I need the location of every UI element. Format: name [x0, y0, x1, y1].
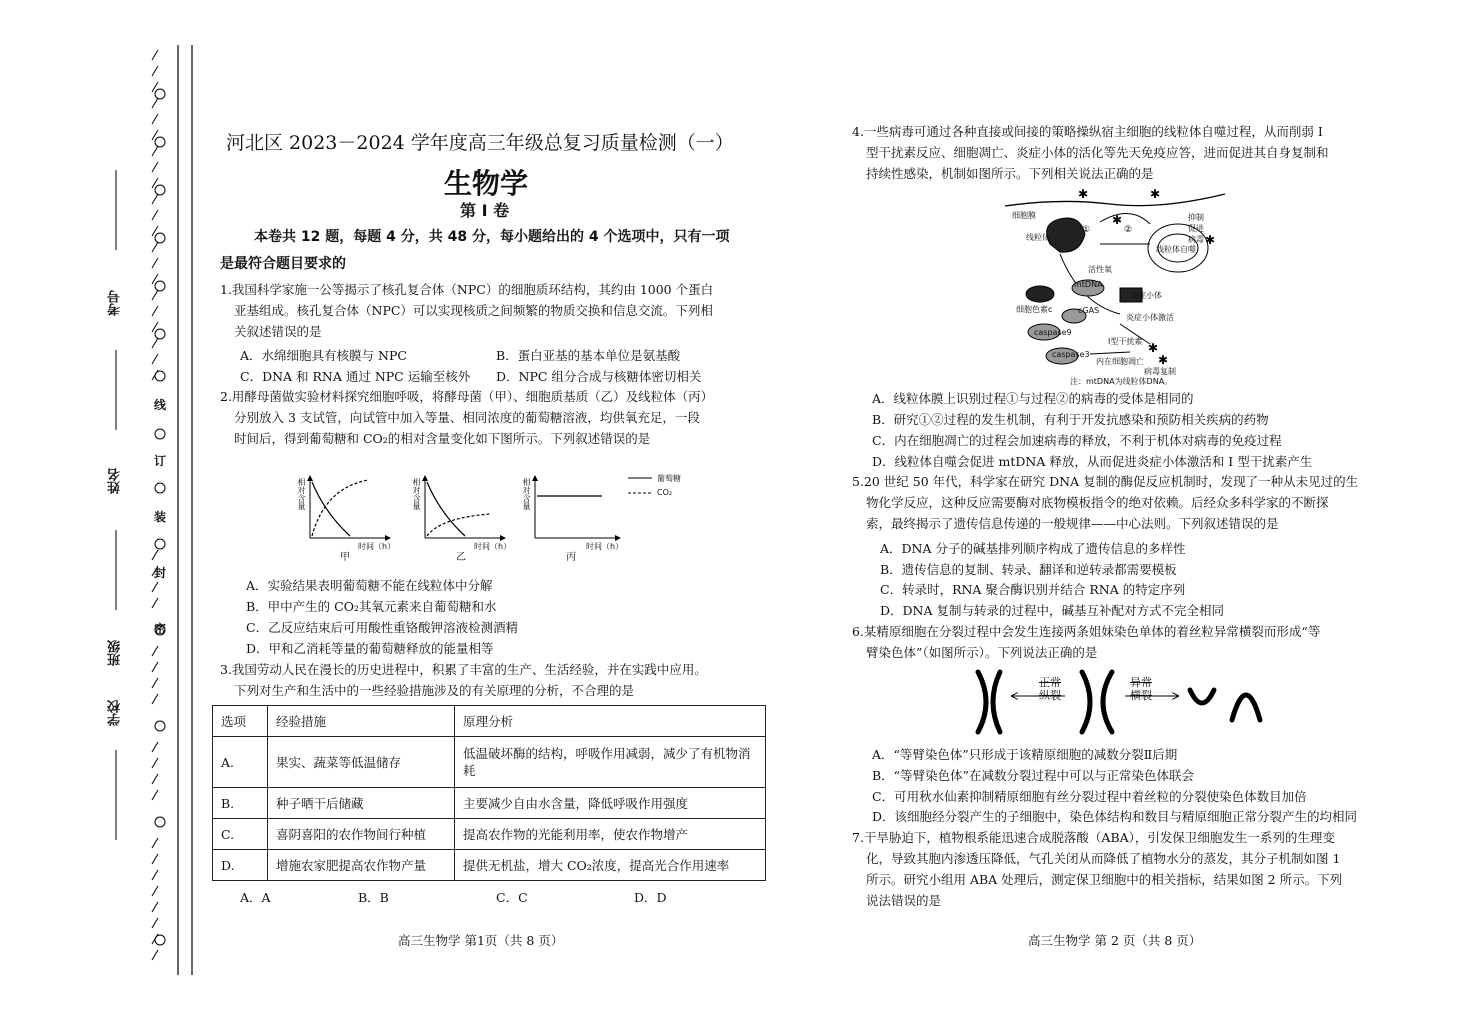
- q1-line-3: 关叙述错误的是: [234, 324, 322, 339]
- q5-option-d: D．DNA 复制与转录的过程中，碱基互补配对方式不完全相同: [880, 603, 1224, 618]
- table-cell: 低温破坏酶的结构，呼吸作用减弱，减少了有机物消耗: [455, 737, 766, 788]
- table-cell: A.: [213, 737, 268, 788]
- svg-text:✱: ✱: [1150, 187, 1161, 201]
- q4-figure-note: 注：mtDNA为线粒体DNA。: [1070, 377, 1173, 386]
- q4-option-a: A．线粒体膜上识别过程①与过程②的病毒的受体是相同的: [872, 391, 1194, 406]
- q2-xlabel-3: 时间（h）: [586, 542, 624, 551]
- svg-text:✱: ✱: [1112, 213, 1123, 227]
- q4-label-apoptosis: 内在细胞凋亡: [1096, 357, 1144, 366]
- table-header-row: [213, 706, 766, 737]
- q3-answer-b: B．B: [358, 890, 389, 905]
- instructions-line-2: 是最符合题目要求的: [220, 256, 346, 272]
- q7-line-2: 化，导致其胞内渗透压降低，气孔关闭从而降低了植物水分的蒸发，其分子机制如图 1: [866, 851, 1341, 866]
- subject-title: 生物学: [444, 167, 529, 200]
- q4-option-d: D．线粒体自噬会促进 mtDNA 释放，从而促进炎症小体激活和 I 型干扰素产生: [872, 454, 1313, 469]
- q2-line-2: 分别放入 3 支试管，向试管中加入等量、相同浓度的葡萄糖溶液，均供氧充足，一段: [234, 410, 700, 425]
- q4-label-casp9: caspase9: [1034, 328, 1072, 337]
- q4-legend-virus: 病毒: [1188, 235, 1204, 244]
- table-cell: 果实、蔬菜等低温储存: [268, 737, 455, 788]
- q2-panel-bing: [535, 476, 620, 538]
- q6-option-a: A．“等臂染色体”只形成于该精原细胞的减数分裂Ⅱ后期: [872, 747, 1178, 762]
- name-label: 姓名: [108, 468, 123, 494]
- exam-no-label: 考号: [108, 290, 123, 316]
- class-label: 班级: [108, 640, 123, 666]
- q4-label-mtdna: mtDNA: [1074, 280, 1103, 289]
- svg-text:②: ②: [1124, 225, 1133, 235]
- q4-label-casp3: caspase3: [1052, 350, 1090, 359]
- table-header-cell: 原理分析: [455, 706, 766, 737]
- q2-legend-co2: CO₂: [657, 488, 673, 497]
- q3-line-2: 下列对生产和生活中的一些经验措施涉及的有关原理的分析，不合理的是: [234, 683, 635, 698]
- q4-legend-promote: 促进: [1188, 224, 1204, 233]
- footer-page-2: 高三生物学 第 2 页（共 8 页）: [1028, 933, 1202, 948]
- q4-line-3: 持续性感染，机制如图所示。下列相关说法正确的是: [866, 166, 1154, 181]
- school-label: 学校: [108, 700, 123, 726]
- q2-ylabel-3: 相对含量: [522, 478, 531, 510]
- svg-text:✱: ✱: [1158, 353, 1169, 367]
- svg-text:①: ①: [1082, 225, 1091, 235]
- table-cell: B.: [213, 788, 268, 819]
- instructions-line-1: 本卷共 12 题，每题 4 分，共 48 分，每小题给出的 4 个选项中，只有一项: [254, 229, 730, 245]
- table-cell: 提供无机盐，增大 CO₂浓度，提高光合作用速率: [455, 850, 766, 881]
- table-row: [213, 850, 766, 881]
- seal-char-mi: 密: [154, 622, 167, 636]
- q5-line-2: 物化学反应，这种反应需要酶对底物模板指令的绝对依赖。后经众多科学家的不断探: [866, 495, 1329, 510]
- q2-ylabel-1: 相对含量: [297, 478, 306, 510]
- seal-char-line: 线: [154, 398, 167, 412]
- q2-option-d: D．甲和乙消耗等量的葡萄糖释放的能量相等: [246, 641, 494, 656]
- q2-legend-glucose: 葡萄糖: [657, 474, 681, 483]
- q4-option-b: B．研究①②过程的发生机制，有利于开发抗感染和预防相关疾病的药物: [872, 412, 1269, 427]
- seal-char-zhuang: 装: [154, 510, 167, 524]
- footer-page-1: 高三生物学 第1页（共 8 页）: [398, 933, 564, 948]
- q2-option-a: A．实验结果表明葡萄糖不能在线粒体中分解: [246, 578, 493, 593]
- svg-text:✱: ✱: [1078, 187, 1089, 201]
- q1-option-b: B．蛋白亚基的基本单位是氨基酸: [496, 348, 681, 363]
- seal-char-ding: 订: [154, 454, 167, 468]
- svg-text:✱: ✱: [1205, 233, 1216, 247]
- q6-figure: [970, 666, 1270, 738]
- table-cell: C.: [213, 819, 268, 850]
- q4-line-2: 型干扰素反应、细胞凋亡、炎症小体的活化等先天免疫应答，进而促进其自身复制和: [866, 145, 1329, 160]
- q3-answer-d: D．D: [634, 890, 667, 905]
- table-row: [213, 819, 766, 850]
- volume-title: 第 I 卷: [460, 201, 510, 220]
- q6-line-1: 6.某精原细胞在分裂过程中会发生连接两条姐妹染色单体的着丝粒异常横裂而形成“等: [852, 624, 1321, 639]
- q5-option-c: C．转录时，RNA 聚合酶识别并结合 RNA 的特定序列: [880, 582, 1186, 597]
- q2-panel-yi: [425, 476, 505, 538]
- q5-line-1: 5.20 世纪 50 年代，科学家在研究 DNA 复制的酶促反应机制时，发现了一种从未见过的生: [852, 474, 1359, 489]
- q2-line-3: 时间后，得到葡萄糖和 CO₂的相对含量变化如下图所示。下列叙述错误的是: [234, 431, 651, 446]
- q3-line-1: 3.我国劳动人民在漫长的历史进程中，积累了丰富的生产、生活经验，并在实践中应用。: [220, 662, 707, 677]
- q4-line-1: 4.一些病毒可通过各种直接或间接的策略操纵宿主细胞的线粒体自噬过程，从而削弱 I: [852, 124, 1323, 139]
- q3-answer-a: A．A: [240, 890, 271, 905]
- q2-panel-label-jia: 甲: [340, 552, 350, 563]
- q2-panel-jia: [310, 476, 390, 538]
- q4-label-ifn: I型干扰素: [1108, 337, 1143, 346]
- binding-lines: [0, 0, 200, 1021]
- q1-option-c: C．DNA 和 RNA 通过 NPC 运输至核外: [240, 369, 471, 384]
- table-header-cell: 选项: [213, 706, 268, 737]
- q6-abnormal-label: 异常 横裂: [1130, 676, 1152, 702]
- q2-option-c: C．乙反应结束后可用酸性重铬酸钾溶液检测酒精: [246, 620, 519, 635]
- q2-option-b: B．甲中产生的 CO₂其氧元素来自葡萄糖和水: [246, 599, 497, 614]
- q5-option-b: B．遗传信息的复制、转录、翻译和逆转录都需要模板: [880, 562, 1177, 577]
- table-cell: 增施农家肥提高农作物产量: [268, 850, 455, 881]
- q6-option-b: B．“等臂染色体”在减数分裂过程中可以与正常染色体联会: [872, 768, 1194, 783]
- q4-membrane-label: 细胞膜: [1012, 211, 1036, 220]
- q4-label-inflammasome: 炎症小体: [1130, 291, 1162, 300]
- q6-normal-label: 正常 纵裂: [1039, 676, 1061, 702]
- q6-option-d: D．该细胞经分裂产生的子细胞中，染色体结构和数目与精原细胞正常分裂产生的均相同: [872, 809, 1358, 824]
- table-cell: 主要减少自由水含量，降低呼吸作用强度: [455, 788, 766, 819]
- table-cell: 提高农作物的光能利用率，使农作物增产: [455, 819, 766, 850]
- q2-panel-label-yi: 乙: [456, 552, 466, 563]
- table-cell: 种子晒干后储藏: [268, 788, 455, 819]
- q4-label-ros: 活性氧: [1088, 265, 1112, 274]
- q4-legend-inhibit: 抑制: [1188, 213, 1204, 222]
- table-header-cell: 经验措施: [268, 706, 455, 737]
- q4-label-mito: 线粒体: [1026, 233, 1050, 242]
- q2-line-1: 2.用酵母菌做实验材料探究细胞呼吸，将酵母菌（甲）、细胞质基质（乙）及线粒体（丙）: [220, 389, 714, 404]
- q4-option-c: C．内在细胞凋亡的过程会加速病毒的释放，不利于机体对病毒的免疫过程: [872, 433, 1282, 448]
- table-row: [213, 737, 766, 788]
- q4-label-replication: 病毒复制: [1144, 367, 1176, 376]
- seal-char-feng: 封: [154, 566, 167, 580]
- q1-option-a: A．水绵细胞具有核膜与 NPC: [240, 348, 407, 363]
- q1-option-d: D．NPC 组分合成与核糖体密切相关: [496, 369, 702, 384]
- q2-xlabel-2: 时间（h）: [474, 542, 512, 551]
- table-row: [213, 788, 766, 819]
- q4-label-inflammasome-act: 炎症小体激活: [1126, 313, 1174, 322]
- table-cell: D.: [213, 850, 268, 881]
- q7-line-3: 所示。研究小组用 ABA 处理后，测定保卫细胞中的相关指标，结果如图 2 所示。下列: [866, 872, 1343, 887]
- q6-option-c: C．可用秋水仙素抑制精原细胞有丝分裂过程中着丝粒的分裂使染色体数目加倍: [872, 789, 1307, 804]
- q3-answer-c: C．C: [496, 890, 528, 905]
- q2-panel-label-bing: 丙: [566, 552, 576, 563]
- q4-label-mitophagy: 线粒体自噬: [1156, 245, 1196, 254]
- q7-line-4: 说法错误的是: [866, 893, 942, 908]
- q6-line-2: 臂染色体”（如图所示）。下列说法正确的是: [866, 645, 1098, 660]
- q2-ylabel-2: 相对含量: [412, 478, 421, 510]
- q1-line-2: 亚基组成。核孔复合体（NPC）可以实现核质之间频繁的物质交换和信息交流。下列相: [234, 303, 713, 318]
- q5-option-a: A．DNA 分子的碱基排列顺序构成了遗传信息的多样性: [880, 541, 1186, 556]
- q7-line-1: 7.干旱胁迫下，植物根系能迅速合成脱落酸（ABA），引发保卫细胞发生一系列的生理变: [852, 830, 1335, 845]
- q2-xlabel-1: 时间（h）: [358, 542, 396, 551]
- exam-title: 河北区 2023－2024 学年度高三年级总复习质量检测（一）: [226, 132, 734, 154]
- q4-label-cytc: 细胞色素c: [1016, 305, 1053, 314]
- q3-table: [212, 705, 766, 881]
- svg-text:✱: ✱: [1148, 341, 1159, 355]
- q5-line-3: 索，最终揭示了遗传信息传递的一般规律——中心法则。下列叙述错误的是: [866, 516, 1279, 531]
- table-cell: 喜阴喜阳的农作物间行种植: [268, 819, 455, 850]
- q4-label-cgas: cGAS: [1078, 306, 1100, 315]
- q1-line-1: 1.我国科学家施一公等揭示了核孔复合体（NPC）的细胞质环结构，其约由 1000 个蛋白: [220, 282, 714, 297]
